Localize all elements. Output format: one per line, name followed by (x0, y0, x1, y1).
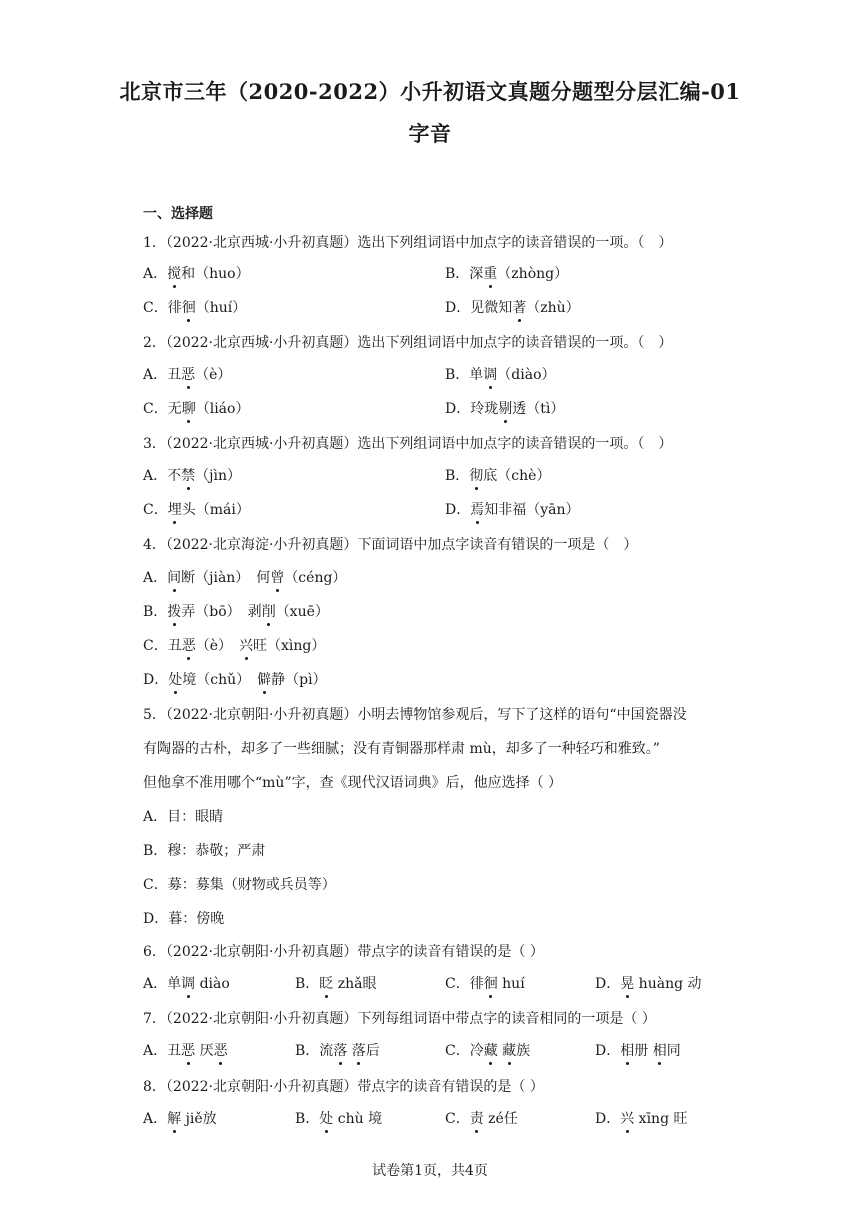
question-5-stem-line3: 但他拿不准用哪个“mù”字，查《现代汉语词典》后，他应选择（ ） (143, 775, 563, 791)
q2-option-d: D．玲珑剔透（tì） (445, 401, 565, 417)
question-5-stem-line1: 5．（2022·北京朝阳·小升初真题）小明去博物馆参观后，写下了这样的语句“中国瓷器没 (143, 707, 687, 723)
q5-option-d: D．暮：傍晚 (143, 911, 225, 927)
section-heading: 一、选择题 (143, 206, 213, 222)
q5-option-c: C．募：募集（财物或兵员等） (143, 877, 336, 893)
q1-option-a: A．搅和（huo） (143, 266, 250, 282)
q3-option-a: A．不禁（jìn） (143, 468, 241, 484)
q6-option-a: A．单调 diào (143, 976, 230, 992)
document-title: 北京市三年（2020-2022）小升初语文真题分题型分层汇编-01 (119, 79, 741, 104)
question-2-stem: 2．（2022·北京西城·小升初真题）选出下列组词语中加点字的读音错误的一项。（ ） (143, 335, 673, 351)
question-3-stem: 3．（2022·北京西城·小升初真题）选出下列组词语中加点字的读音错误的一项。（ ） (143, 436, 673, 452)
q4-option-c: C．丑恶（è） 兴旺（xìng） (143, 638, 326, 654)
q8-option-d: D．兴 xīng 旺 (595, 1111, 688, 1127)
q7-option-a: A．丑恶 厌恶 (143, 1043, 228, 1059)
question-4-stem: 4．（2022·北京海淀·小升初真题）下面词语中加点字读音有错误的一项是（ ） (143, 537, 638, 553)
q8-option-c: C．责 zé任 (445, 1111, 518, 1127)
question-7-stem: 7．（2022·北京朝阳·小升初真题）下列每组词语中带点字的读音相同的一项是（ ） (143, 1011, 656, 1027)
q2-option-b: B．单调（diào） (445, 367, 556, 383)
q6-option-d: D．晃 huàng 动 (595, 976, 702, 992)
q7-option-c: C．冷藏 藏族 (445, 1043, 531, 1059)
q4-option-b: B．拨弄（bō） 剥削（xuē） (143, 604, 329, 620)
question-1-stem: 1．（2022·北京西城·小升初真题）选出下列组词语中加点字的读音错误的一项。（ ） (143, 235, 673, 251)
q7-option-d: D．相册 相同 (595, 1043, 681, 1059)
question-8-stem: 8．（2022·北京朝阳·小升初真题）带点字的读音有错误的是（ ） (143, 1079, 544, 1095)
q7-option-b: B．流落 落后 (295, 1043, 380, 1059)
q3-option-c: C．埋头（mái） (143, 502, 250, 518)
document-title-subtitle: 字音 (408, 121, 452, 146)
question-5-stem-line2: 有陶器的古朴，却多了一些细腻；没有青铜器那样肃 mù，却多了一种轻巧和雅致。” (143, 741, 660, 757)
question-6-stem: 6．（2022·北京朝阳·小升初真题）带点字的读音有错误的是（ ） (143, 944, 544, 960)
q5-option-a: A．目：眼睛 (143, 809, 224, 825)
q1-option-b: B．深重（zhòng） (445, 266, 569, 282)
q2-option-a: A．丑恶（è） (143, 367, 232, 383)
q6-option-b: B．眨 zhǎ眼 (295, 976, 377, 992)
q5-option-b: B．穆：恭敬；严肃 (143, 843, 266, 859)
q8-option-b: B．处 chù 境 (295, 1111, 383, 1127)
q1-option-c: C．徘徊（huí） (143, 300, 247, 316)
q2-option-c: C．无聊（liáo） (143, 401, 250, 417)
q3-option-d: D．焉知非福（yān） (445, 502, 580, 518)
page-footer: 试卷第1页，共4页 (372, 1163, 488, 1179)
q1-option-d: D．见微知著（zhù） (445, 300, 580, 316)
q4-option-d: D．处境（chǔ） 僻静（pì） (143, 672, 327, 688)
q3-option-b: B．彻底（chè） (445, 468, 551, 484)
q4-option-a: A．间断（jiàn） 何曾（céng） (143, 570, 347, 586)
q6-option-c: C．徘徊 huí (445, 976, 525, 992)
q8-option-a: A．解 jiě放 (143, 1111, 217, 1127)
